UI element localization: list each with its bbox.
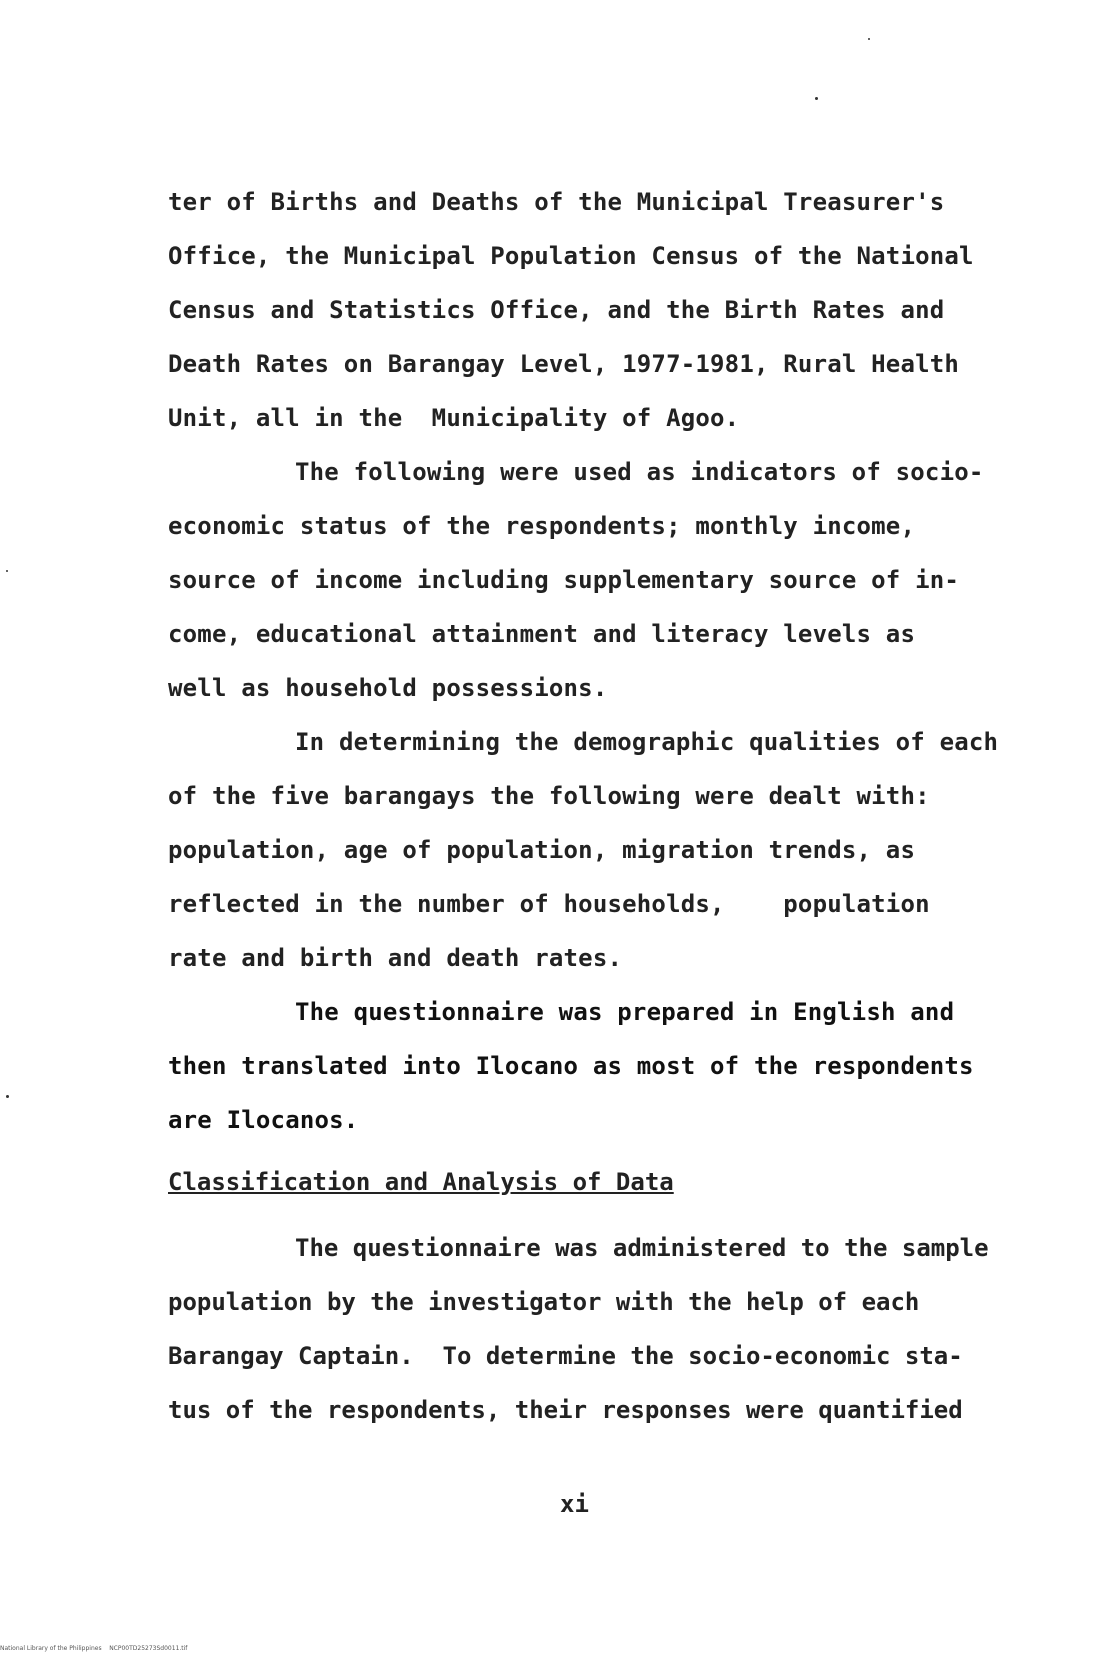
text-line: rate and birth and death rates.	[168, 944, 623, 972]
text-line: tus of the respondents, their responses were quantified	[168, 1396, 963, 1424]
page-number: xi	[560, 1490, 589, 1518]
scan-speck	[6, 570, 8, 572]
text-line: well as household possessions.	[168, 674, 608, 702]
text-line: Census and Statistics Office, and the Birth Rates and	[168, 296, 945, 324]
footer-caption: National Library of the Philippines NCP00TD25273Sd0011.tif	[0, 1645, 188, 1652]
text-line: Office, the Municipal Population Census of the National	[168, 242, 974, 270]
text-line: come, educational attainment and literacy levels as	[168, 620, 916, 648]
text-line: source of income including supplementary source of in-	[168, 566, 960, 594]
scan-speck	[815, 97, 818, 100]
text-line: The following were used as indicators of socio-	[295, 458, 984, 486]
text-line: are Ilocanos.	[168, 1106, 359, 1134]
text-line: Unit, all in the Municipality of Agoo.	[168, 404, 740, 432]
text-line: economic status of the respondents; monthly income,	[168, 512, 916, 540]
text-line: population by the investigator with the help of each	[168, 1288, 920, 1316]
text-line: population, age of population, migration trends, as	[168, 836, 916, 864]
text-line: then translated into Ilocano as most of the respondents	[168, 1052, 974, 1080]
text-line: The questionnaire was administered to the sample	[295, 1234, 989, 1262]
text-line: reflected in the number of households, population	[168, 890, 930, 918]
text-line: In determining the demographic qualities of each	[295, 728, 999, 756]
body-text	[168, 175, 1068, 1147]
text-line: ter of Births and Deaths of the Municipal Treasurer's	[168, 188, 945, 216]
scan-speck	[868, 38, 870, 40]
scan-speck	[6, 1095, 9, 1098]
text-line: Death Rates on Barangay Level, 1977-1981, Rural Health	[168, 350, 960, 378]
text-line: Barangay Captain. To determine the socio-economic sta-	[168, 1342, 963, 1370]
section-paragraph	[168, 1221, 1068, 1437]
text-line: The questionnaire was prepared in English and	[295, 998, 955, 1026]
section-heading: Classification and Analysis of Data	[168, 1168, 674, 1196]
text-line: of the five barangays the following were dealt with:	[168, 782, 930, 810]
